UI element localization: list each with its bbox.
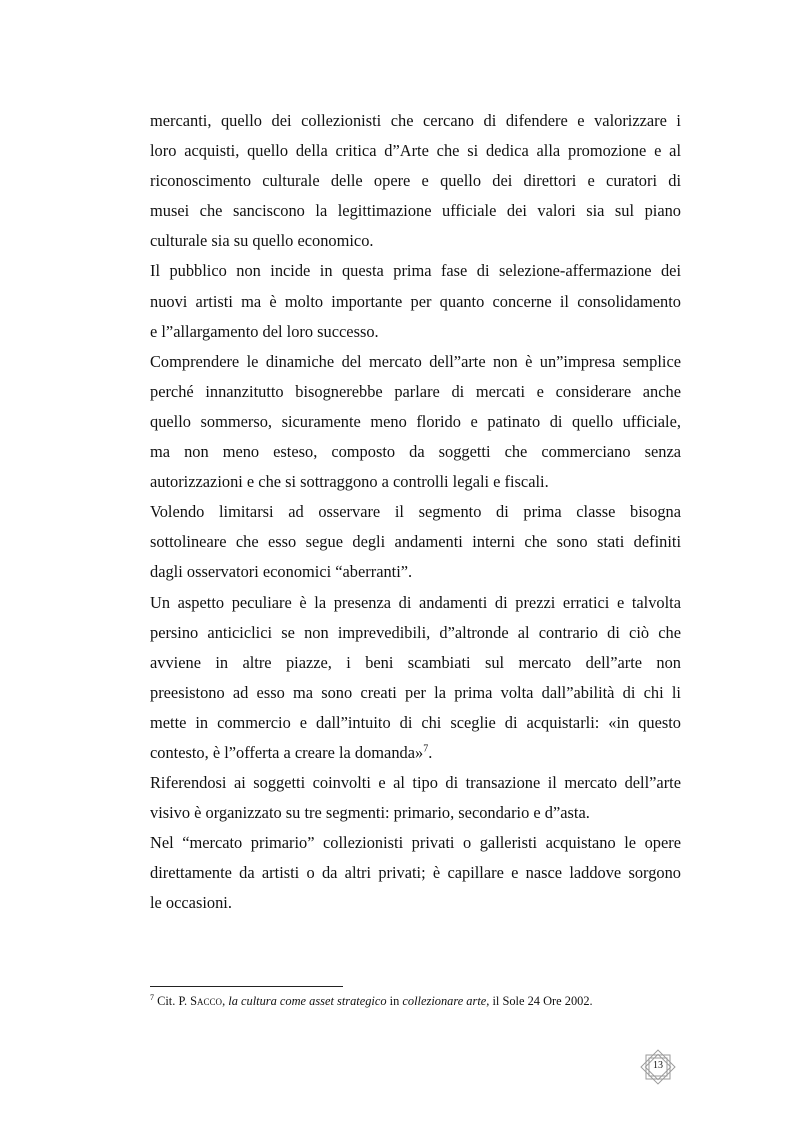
paragraph [150,768,681,828]
page-number: 13 [653,1060,663,1071]
footnote-suffix: , il Sole 24 Ore 2002. [486,994,593,1008]
text-line: mercanti, quello dei collezionisti che cercano di difendere e valorizzare i [150,111,681,130]
text-line: quello sommerso, sicuramente meno florido e patinato di quello ufficiale, [150,411,681,431]
text-line: le occasioni. [150,893,232,913]
paragraph [150,588,681,769]
text-line: contesto, è l”offerta a creare la domanda»$^7$. [150,742,433,762]
text-line: Comprendere le dinamiche del mercato dell”arte non è un”impresa semplice [150,351,681,371]
text-line: sottolineare che esso segue degli andamenti interni che sono stati definiti [150,532,681,552]
footnote-publication: collezionare arte [402,994,487,1008]
text-line: Riferendosi ai soggetti coinvolti e al tipo di transazione il mercato dell”arte [150,773,681,793]
text-line: perché innanzitutto bisognerebbe parlare di mercati e considerare anche [150,381,681,401]
footnote-separator [150,986,343,987]
quote-text: contesto, è l”offerta a creare la domanda» [150,742,424,762]
page-number-badge [638,1047,678,1087]
text-line: visivo è organizzato su tre segmenti: primario, secondario e d”asta. [150,803,590,823]
footnote [150,993,710,1009]
page-body [150,106,681,919]
text-line: loro acquisti, quello della critica d”Arte che si dedica alla promozione e al [150,141,681,161]
footnote-prefix: Cit. P. [154,994,191,1008]
text-line: riconoscimento culturale delle opere e quello dei direttori e curatori di [150,171,681,191]
text-line: ma non meno esteso, composto da soggetti che commerciano senza [150,442,681,462]
paragraph [150,106,681,256]
paragraph [150,497,681,587]
text-line: Un aspetto peculiare è la presenza di andamenti di prezzi erratici e talvolta [150,592,681,612]
footnote-author: Sacco [190,994,223,1008]
text-line: dagli osservatori economici “aberranti”. [150,562,413,582]
text-line: e l”allargamento del loro successo. [150,321,379,341]
footnote-number: 7 [150,992,154,1002]
text-line: avviene in altre piazze, i beni scambiati sul mercato dell”arte non [150,652,681,672]
paragraph [150,828,681,918]
text-line: preesistono ad esso ma sono creati per la prima volta dall”abilità di chi li [150,682,681,702]
text-line: persino anticiclici se non imprevedibili, d”altronde al contrario di ciò che [150,622,681,642]
footnote-reference[interactable]: 7 [423,743,429,755]
footnote-separator-text: , [222,994,229,1008]
text-line: Il pubblico non incide in questa prima fase di selezione-affermazione dei [150,261,681,281]
text-line: mette in commercio e dall”intuito di chi sceglie di acquistarli: «in questo [150,712,681,732]
paragraph [150,256,681,346]
text-line: nuovi artisti ma è molto importante per quanto concerne il consolidamento [150,291,681,311]
text-line: Nel “mercato primario” collezionisti privati o galleristi acquistano le opere [150,833,681,853]
text-line: Volendo limitarsi ad osservare il segmento di prima classe bisogna [150,502,681,522]
text-line: direttamente da artisti o da altri privati; è capillare e nasce laddove sorgono [150,863,681,883]
text-line: musei che sanciscono la legittimazione ufficiale dei valori sia sul piano [150,201,681,221]
text-line: autorizzazioni e che si sottraggono a controlli legali e fiscali. [150,472,549,492]
paragraph [150,347,681,497]
footnote-title: la cultura come asset strategico [228,994,387,1008]
footnote-mid: in [386,994,403,1008]
text-line: culturale sia su quello economico. [150,231,374,251]
